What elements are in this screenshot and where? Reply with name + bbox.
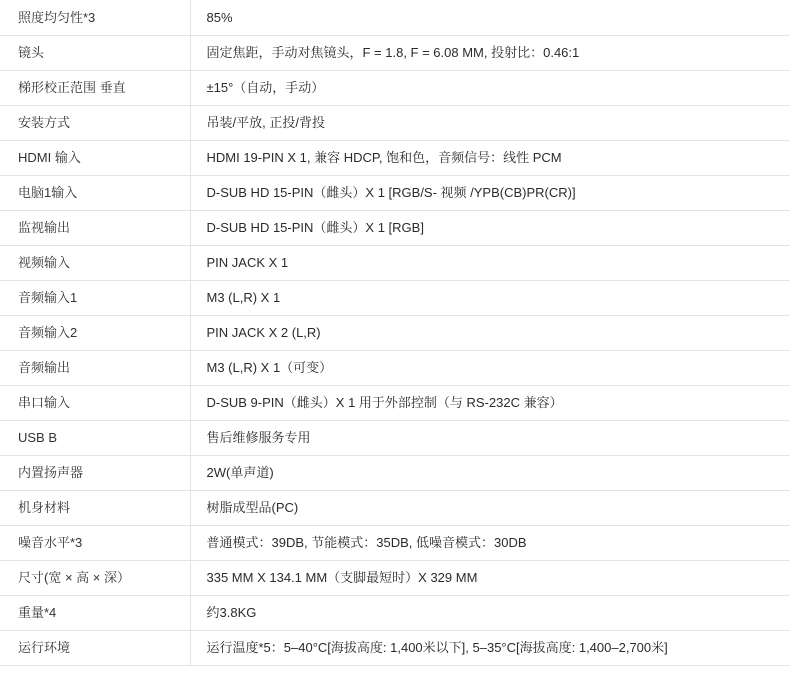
spec-value: D-SUB 9-PIN（雌头）X 1 用于外部控制（与 RS-232C 兼容） xyxy=(190,385,790,420)
spec-value: ±15°（自动，手动） xyxy=(190,70,790,105)
table-row xyxy=(0,595,790,630)
table-row xyxy=(0,350,790,385)
table-row xyxy=(0,245,790,280)
table-row xyxy=(0,70,790,105)
table-row xyxy=(0,140,790,175)
spec-value: M3 (L,R) X 1 xyxy=(190,280,790,315)
spec-label: USB B xyxy=(0,420,190,455)
table-row xyxy=(0,35,790,70)
spec-label: 尺寸(宽 × 高 × 深） xyxy=(0,560,190,595)
spec-label: HDMI 输入 xyxy=(0,140,190,175)
spec-value: 2W(单声道) xyxy=(190,455,790,490)
spec-label: 监视输出 xyxy=(0,210,190,245)
spec-label: 噪音水平*3 xyxy=(0,525,190,560)
table-row xyxy=(0,280,790,315)
spec-value: 85% xyxy=(190,0,790,35)
table-row xyxy=(0,560,790,595)
spec-value: 335 MM X 134.1 MM（支脚最短时）X 329 MM xyxy=(190,560,790,595)
table-row xyxy=(0,315,790,350)
table-row xyxy=(0,490,790,525)
table-row xyxy=(0,385,790,420)
spec-label: 音频输入1 xyxy=(0,280,190,315)
table-row xyxy=(0,175,790,210)
spec-label: 内置扬声器 xyxy=(0,455,190,490)
spec-value: 售后维修服务专用 xyxy=(190,420,790,455)
spec-label: 串口输入 xyxy=(0,385,190,420)
spec-value: 普通模式：39DB, 节能模式：35DB, 低噪音模式：30DB xyxy=(190,525,790,560)
spec-label: 运行环境 xyxy=(0,630,190,665)
table-row xyxy=(0,630,790,665)
spec-label: 镜头 xyxy=(0,35,190,70)
spec-value: 固定焦距，手动对焦镜头，F = 1.8, F = 6.08 MM, 投射比：0.46:1 xyxy=(190,35,790,70)
spec-value: 吊装/平放, 正投/背投 xyxy=(190,105,790,140)
table-row xyxy=(0,455,790,490)
spec-label: 梯形校正范围 垂直 xyxy=(0,70,190,105)
spec-value: 约3.8KG xyxy=(190,595,790,630)
spec-label: 重量*4 xyxy=(0,595,190,630)
spec-value: 运行温度*5：5–40°C[海拔高度: 1,400米以下], 5–35°C[海拔高度: 1,400–2,700米] xyxy=(190,630,790,665)
table-row xyxy=(0,525,790,560)
spec-label: 视频输入 xyxy=(0,245,190,280)
spec-value: 树脂成型品(PC) xyxy=(190,490,790,525)
table-row xyxy=(0,0,790,35)
spec-label: 机身材料 xyxy=(0,490,190,525)
spec-label: 照度均匀性*3 xyxy=(0,0,190,35)
spec-value: D-SUB HD 15-PIN（雌头）X 1 [RGB/S- 视频 /YPB(CB)PR(CR)] xyxy=(190,175,790,210)
spec-label: 音频输出 xyxy=(0,350,190,385)
spec-label: 音频输入2 xyxy=(0,315,190,350)
spec-label: 电脑1输入 xyxy=(0,175,190,210)
spec-value: HDMI 19-PIN X 1, 兼容 HDCP, 饱和色，音频信号：线性 PCM xyxy=(190,140,790,175)
table-row xyxy=(0,420,790,455)
spec-label: 安装方式 xyxy=(0,105,190,140)
spec-value: M3 (L,R) X 1（可变） xyxy=(190,350,790,385)
spec-value: D-SUB HD 15-PIN（雌头）X 1 [RGB] xyxy=(190,210,790,245)
table-row xyxy=(0,105,790,140)
spec-value: PIN JACK X 2 (L,R) xyxy=(190,315,790,350)
table-row xyxy=(0,210,790,245)
spec-value: PIN JACK X 1 xyxy=(190,245,790,280)
